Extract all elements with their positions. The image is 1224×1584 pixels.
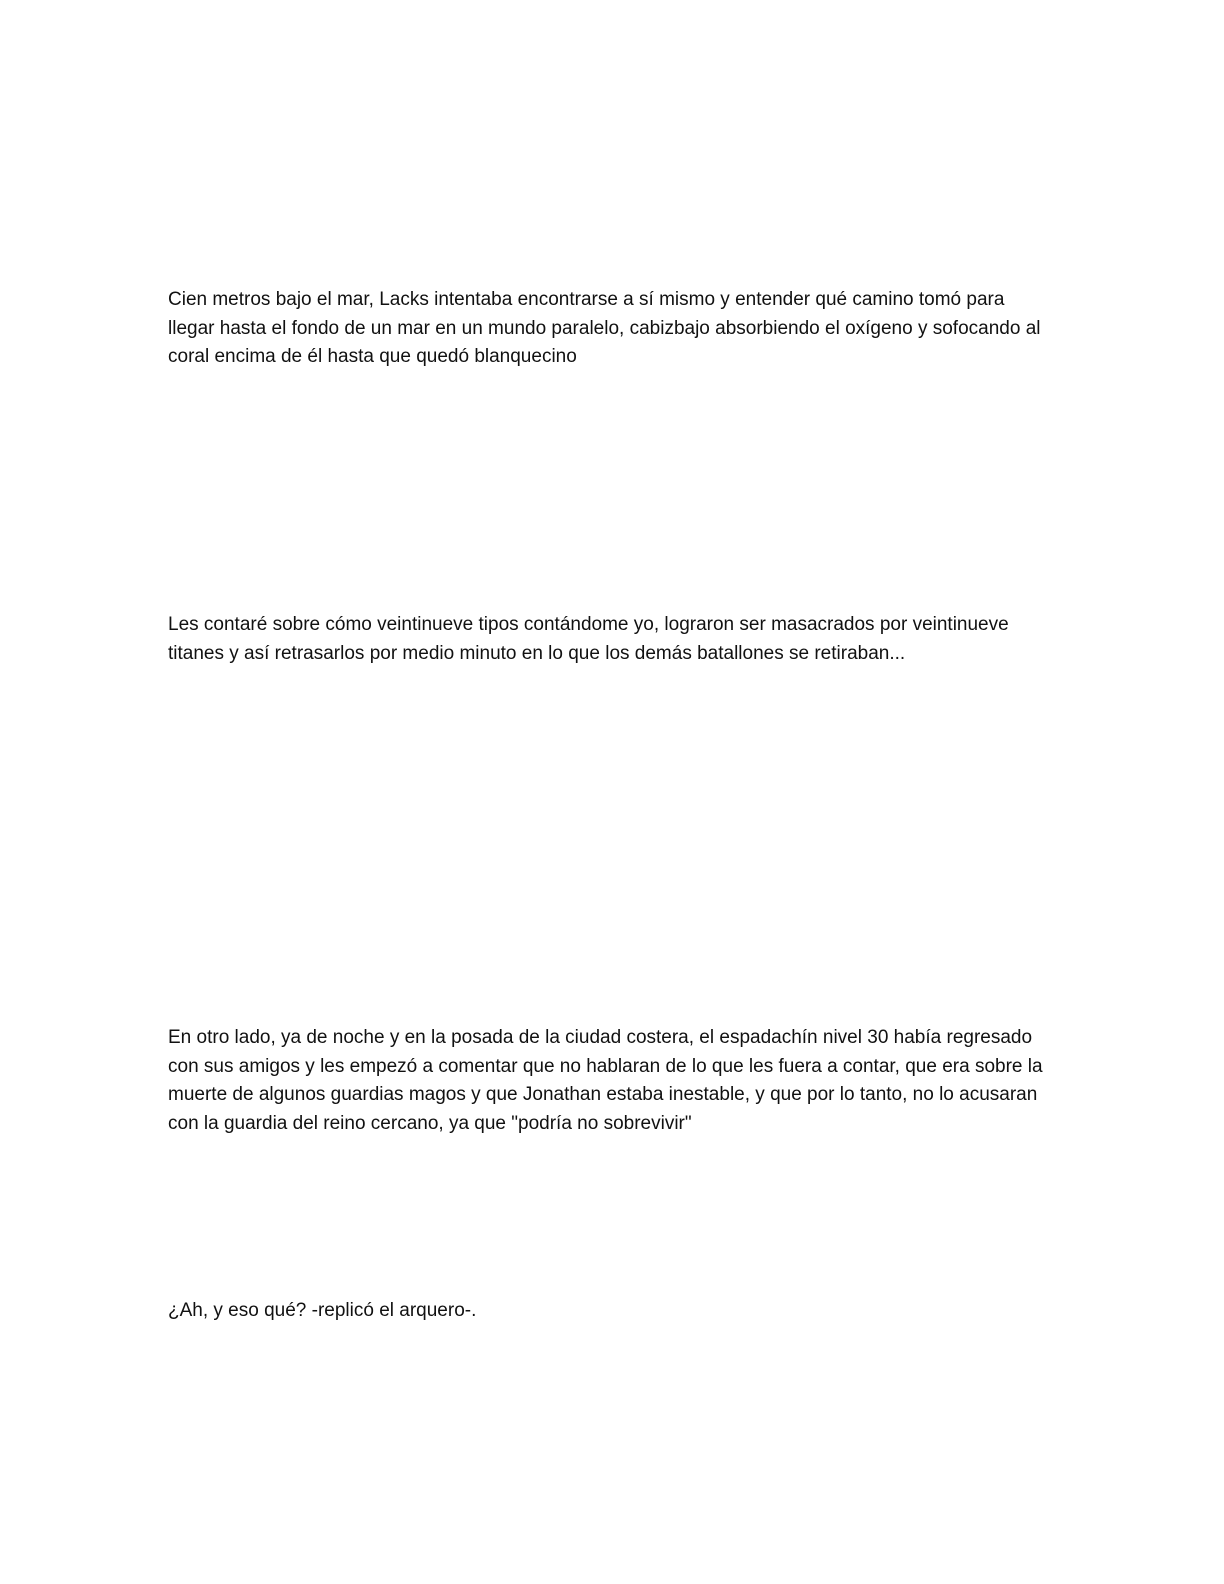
paragraph-3: En otro lado, ya de noche y en la posada de la ciudad costera, el espadachín nivel 30 había regresado con sus amigos y les empezó a comentar que no hablaran de lo que les fuera a contar, que era sobre la muerte de algunos guardias magos y que Jonathan estaba inestable, y que por lo tanto, no lo acusaran con la guardia del reino cercano, ya que "podría no sobrevivir"	[168, 1027, 1043, 1134]
paragraph-2: Les contaré sobre cómo veintinueve tipos contándome yo, lograron ser masacrados por veintinueve titanes y así retrasarlos por medio minuto en lo que los demás batallones se retiraban...	[168, 614, 1009, 664]
paragraph-1: Cien metros bajo el mar, Lacks intentaba encontrarse a sí mismo y entender qué camino tomó para llegar hasta el fondo de un mar en un mundo paralelo, cabizbajo absorbiendo el oxígeno y sofocando al coral encima de él hasta que quedó blanquecino	[168, 289, 1041, 367]
paragraph-4: ¿Ah, y eso qué? -replicó el arquero-.	[168, 1300, 477, 1321]
